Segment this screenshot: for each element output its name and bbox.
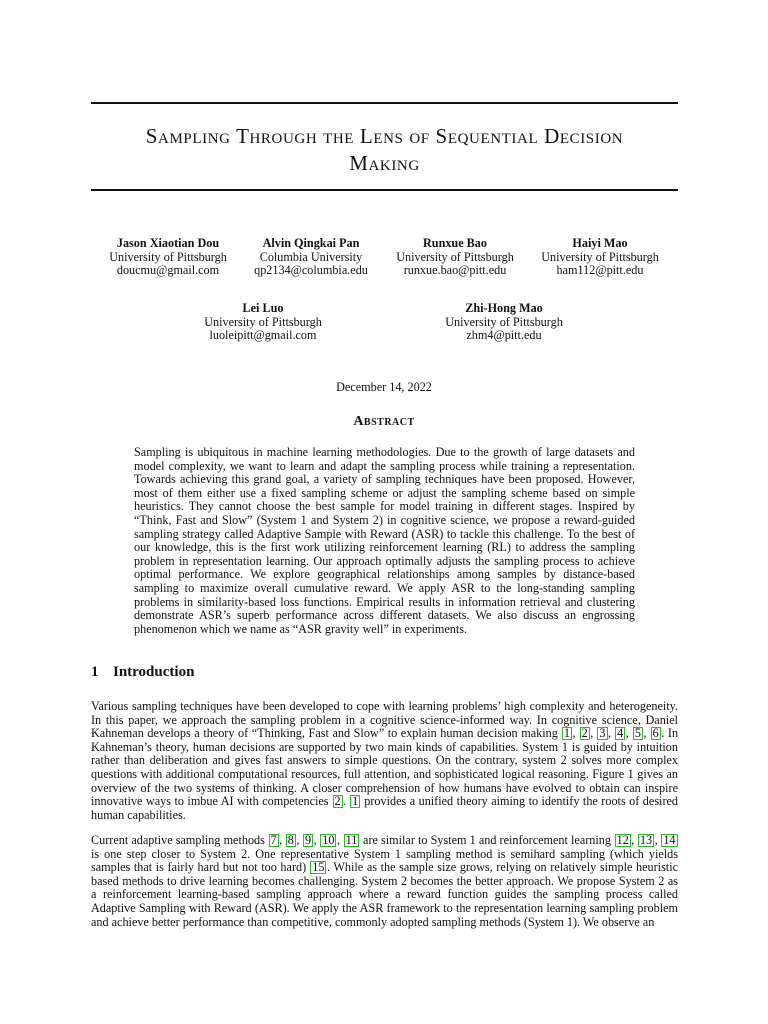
- author-email: zhm4@pitt.edu: [466, 328, 542, 342]
- author-block: [193, 302, 333, 343]
- citation-link[interactable]: 6: [652, 726, 659, 741]
- author-block: [530, 237, 670, 278]
- author-name: Alvin Qingkai Pan: [262, 236, 360, 250]
- top-rule: [91, 102, 678, 104]
- author-name: Zhi-Hong Mao: [465, 301, 543, 315]
- paper-date: December 14, 2022: [336, 380, 432, 394]
- author-block: [241, 237, 381, 278]
- abstract-heading: Abstract: [353, 414, 415, 429]
- section-title: Introduction: [113, 664, 195, 680]
- citation-link[interactable]: 10: [322, 833, 335, 847]
- citation-link[interactable]: 9: [305, 833, 312, 847]
- author-block: [98, 237, 238, 278]
- author-affiliation: University of Pittsburgh: [445, 314, 563, 329]
- title-line-2: Making: [349, 151, 420, 175]
- paragraph-text: . While as the sample size grows, relying on relatively simple heuristic based methods to drive learning becomes challenging. System 2 becomes the better approach. We propose System 2 as a reinforcement learning-based sampling approach where a reward function guides the sampling process called Adaptive Sampling with Reward (ASR). We apply the ASR framework to the representation learning sampling problem and achieve better performance than competitive, commonly adopted sampling methods (System 1). We observe an: [91, 860, 678, 929]
- author-affiliation: Columbia University: [259, 249, 363, 264]
- author-block: [385, 237, 525, 278]
- title-line-1: Sampling Through the Lens of Sequential Decision: [145, 124, 624, 148]
- author-affiliation: University of Pittsburgh: [109, 249, 227, 264]
- author-name: Lei Luo: [242, 301, 284, 315]
- author-name: Jason Xiaotian Dou: [116, 236, 220, 250]
- citation-group: 1 , 2 , 3 , 4 , 5 , 6: [563, 726, 659, 741]
- paragraph-text: . In Kahneman’s theory, human decisions are supported by two main kinds of capabilities. System 1 is guided by intuition rather than deliberation and gives fast answers to simple questions. On the contrary, system 2 solves more complex questions with additional computational resources, full attention, and sophisticated logical reasoning. Figure 1 gives an overview of the two systems of thinking. A closer comprehension of how humans have evolved to obtain can inspire innovative ways to imbue AI with competencies: [91, 726, 679, 809]
- author-email: doucmu@gmail.com: [116, 263, 220, 277]
- author-name: Haiyi Mao: [572, 236, 628, 250]
- citation-link[interactable]: 1: [563, 726, 571, 741]
- author-affiliation: University of Pittsburgh: [396, 249, 514, 264]
- citation-link[interactable]: 5: [634, 726, 642, 741]
- paragraph-text: Current adaptive sampling methods: [91, 833, 268, 847]
- paragraph-text: provides a unified theory aiming to identify the roots of desired human capabilities.: [91, 794, 679, 822]
- paragraph-text: .: [343, 794, 350, 809]
- author-email: ham112@pitt.edu: [556, 263, 644, 277]
- abstract-body: Sampling is ubiquitous in machine learning methodologies. Due to the growth of large datasets and model complexity, we want to learn and adapt the sampling process while training a representation. Towards achieving this grand goal, a variety of sampling techniques have been proposed. However, most of them either use a fixed sampling scheme or adjust the sampling scheme based on simple heuristics. They cannot choose the best sample for model training in different stages. Inspired by “Think, Fast and Slow” (System 1 and System 2) in cognitive science, we propose a reward-guided sampling strategy called Adaptive Sample with Reward (ASR) to tackle this challenge. To the best of our knowledge, this is the first work utilizing reinforcement learning (RL) to address the sampling problem in representation learning. Our approach optimally adjusts the sampling process to achieve optimal performance. We explore geographical relationships among samples by distance-based sampling to maximize overall cumulative reward. We apply ASR to the long-standing sampling problems in similarity-based loss functions. Empirical results in information retrieval and clustering demonstrate ASR’s superb performance across different datasets. We also discuss an engrossing phenomenon which we name as “ASR gravity well” in experiments.: [134, 445, 635, 636]
- author-affiliation: University of Pittsburgh: [204, 314, 322, 329]
- intro-paragraph-2: Current adaptive sampling methods 7 , 8 , 9 , 10 , 11 are similar to System 1 and reinforcement learning 12 , 13 , 14 is one step closer to System 2. One representative System 1 sampling method is semihard sampling (which yields samples that is fairly hard but not too hard) 15 . While as the sample size grows, relying on relatively simple heuristic based methods to drive learning becomes challenging. System 2 becomes the better approach. We propose System 2 as a reinforcement learning-based sampling approach where a reward function guides the sampling process called Adaptive Sampling with Reward (ASR). We apply the ASR framework to the representation learning sampling problem and achieve better performance than competitive, commonly adopted sampling methods (System 1). We observe an: [91, 833, 678, 929]
- citation-link[interactable]: 13: [639, 833, 653, 847]
- citation-link[interactable]: 2: [334, 794, 341, 809]
- bottom-rule: [91, 189, 678, 191]
- author-email: qp2134@columbia.edu: [254, 263, 368, 277]
- author-name: Runxue Bao: [422, 236, 487, 250]
- paper-title: [91, 123, 678, 177]
- citation-link[interactable]: 14: [663, 833, 676, 847]
- paragraph-text: is one step closer to System 2. One representative System 1 sampling method is semihard sampling (which yields samples that is fairly hard but not too hard): [91, 846, 678, 875]
- citation-link[interactable]: 12: [616, 833, 629, 847]
- intro-paragraph-1: [91, 700, 678, 822]
- citation-link[interactable]: 3: [599, 726, 606, 741]
- section-number: 1: [91, 664, 99, 680]
- author-email: runxue.bao@pitt.edu: [403, 263, 507, 277]
- section-heading: [91, 664, 194, 681]
- citation-link[interactable]: 15: [312, 860, 325, 875]
- paragraph-text: Various sampling techniques have been developed to cope with learning problems’ high complexity and heterogeneity. In this paper, we approach the sampling problem in a cognitive science-informed way. In cognitive science, Daniel Kahneman develops a theory of “Thinking, Fast and Slow” to explain human decision making: [91, 699, 678, 741]
- paragraph-text: are similar to System 1 and reinforcement learning: [359, 833, 615, 847]
- citation-link[interactable]: 8: [287, 833, 294, 847]
- author-email: luoleipitt@gmail.com: [209, 328, 317, 342]
- citation-link[interactable]: 11: [345, 833, 358, 847]
- citation-link[interactable]: 2: [581, 726, 588, 741]
- author-affiliation: University of Pittsburgh: [541, 249, 659, 264]
- author-block: [434, 302, 574, 343]
- citation-link[interactable]: 4: [617, 726, 624, 741]
- citation-link[interactable]: 1: [352, 794, 359, 809]
- citation-link[interactable]: 7: [270, 833, 277, 847]
